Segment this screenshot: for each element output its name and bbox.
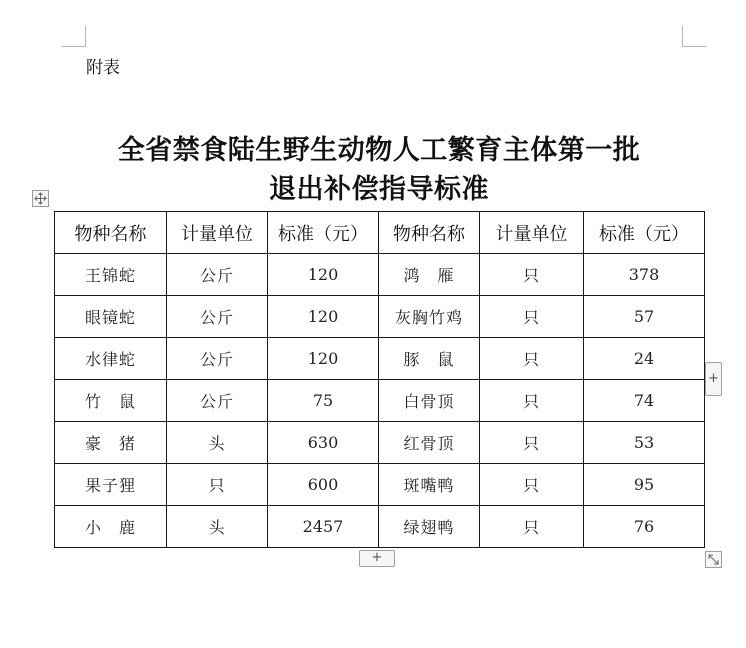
header-standard-yuan[interactable]: 标准（元） bbox=[584, 212, 705, 254]
unit-cell[interactable]: 头 bbox=[167, 422, 268, 464]
species-cell[interactable]: 竹 鼠 bbox=[55, 380, 167, 422]
unit-cell[interactable]: 头 bbox=[167, 506, 268, 548]
table-move-handle[interactable] bbox=[32, 190, 49, 207]
species-cell[interactable]: 王锦蛇 bbox=[55, 254, 167, 296]
table-row bbox=[55, 464, 705, 506]
standard-cell[interactable]: 120 bbox=[268, 338, 379, 380]
header-standard-yuan[interactable]: 标准（元） bbox=[268, 212, 379, 254]
unit-cell[interactable]: 公斤 bbox=[167, 254, 268, 296]
standard-cell[interactable]: 630 bbox=[268, 422, 379, 464]
unit-cell[interactable]: 公斤 bbox=[167, 338, 268, 380]
species-cell[interactable]: 水律蛇 bbox=[55, 338, 167, 380]
standard-cell[interactable]: 74 bbox=[584, 380, 705, 422]
crop-mark-top-left bbox=[62, 26, 86, 47]
table-row bbox=[55, 380, 705, 422]
unit-cell[interactable]: 只 bbox=[480, 506, 584, 548]
table-row bbox=[55, 422, 705, 464]
unit-cell[interactable]: 只 bbox=[480, 296, 584, 338]
species-cell[interactable]: 灰胸竹鸡 bbox=[379, 296, 480, 338]
table-row bbox=[55, 296, 705, 338]
unit-cell[interactable]: 只 bbox=[480, 422, 584, 464]
species-cell[interactable]: 豪 猪 bbox=[55, 422, 167, 464]
species-cell[interactable]: 果子狸 bbox=[55, 464, 167, 506]
compensation-table bbox=[54, 211, 705, 548]
crop-mark-top-right bbox=[682, 26, 706, 47]
unit-cell[interactable]: 只 bbox=[480, 380, 584, 422]
resize-icon bbox=[707, 553, 720, 566]
table-header-row bbox=[55, 212, 705, 254]
standard-cell[interactable]: 95 bbox=[584, 464, 705, 506]
standard-cell[interactable]: 53 bbox=[584, 422, 705, 464]
species-cell[interactable]: 小 鹿 bbox=[55, 506, 167, 548]
standard-cell[interactable]: 24 bbox=[584, 338, 705, 380]
unit-cell[interactable]: 公斤 bbox=[167, 296, 268, 338]
standard-cell[interactable]: 120 bbox=[268, 254, 379, 296]
document-title-line-1: 全省禁食陆生野生动物人工繁育主体第一批 bbox=[117, 135, 641, 166]
add-column-button[interactable]: + bbox=[705, 362, 722, 396]
header-unit[interactable]: 计量单位 bbox=[480, 212, 584, 254]
table-row bbox=[55, 338, 705, 380]
species-cell[interactable]: 红骨顶 bbox=[379, 422, 480, 464]
species-cell[interactable]: 鸿 雁 bbox=[379, 254, 480, 296]
unit-cell[interactable]: 只 bbox=[480, 338, 584, 380]
standard-cell[interactable]: 378 bbox=[584, 254, 705, 296]
add-row-button[interactable]: + bbox=[359, 550, 395, 567]
standard-cell[interactable]: 57 bbox=[584, 296, 705, 338]
species-cell[interactable]: 眼镜蛇 bbox=[55, 296, 167, 338]
table-resize-handle[interactable] bbox=[705, 551, 722, 568]
standard-cell[interactable]: 2457 bbox=[268, 506, 379, 548]
appendix-label: 附表 bbox=[86, 58, 120, 78]
species-cell[interactable]: 斑嘴鸭 bbox=[379, 464, 480, 506]
species-cell[interactable]: 绿翅鸭 bbox=[379, 506, 480, 548]
header-unit[interactable]: 计量单位 bbox=[167, 212, 268, 254]
species-cell[interactable]: 豚 鼠 bbox=[379, 338, 480, 380]
table-row bbox=[55, 254, 705, 296]
species-cell[interactable]: 白骨顶 bbox=[379, 380, 480, 422]
unit-cell[interactable]: 只 bbox=[167, 464, 268, 506]
standard-cell[interactable]: 600 bbox=[268, 464, 379, 506]
move-icon bbox=[34, 192, 47, 205]
table-row bbox=[55, 506, 705, 548]
unit-cell[interactable]: 只 bbox=[480, 464, 584, 506]
header-species-name[interactable]: 物种名称 bbox=[379, 212, 480, 254]
standard-cell[interactable]: 75 bbox=[268, 380, 379, 422]
header-species-name[interactable]: 物种名称 bbox=[55, 212, 167, 254]
unit-cell[interactable]: 公斤 bbox=[167, 380, 268, 422]
standard-cell[interactable]: 120 bbox=[268, 296, 379, 338]
standard-cell[interactable]: 76 bbox=[584, 506, 705, 548]
unit-cell[interactable]: 只 bbox=[480, 254, 584, 296]
document-title-line-2: 退出补偿指导标准 bbox=[269, 174, 489, 205]
